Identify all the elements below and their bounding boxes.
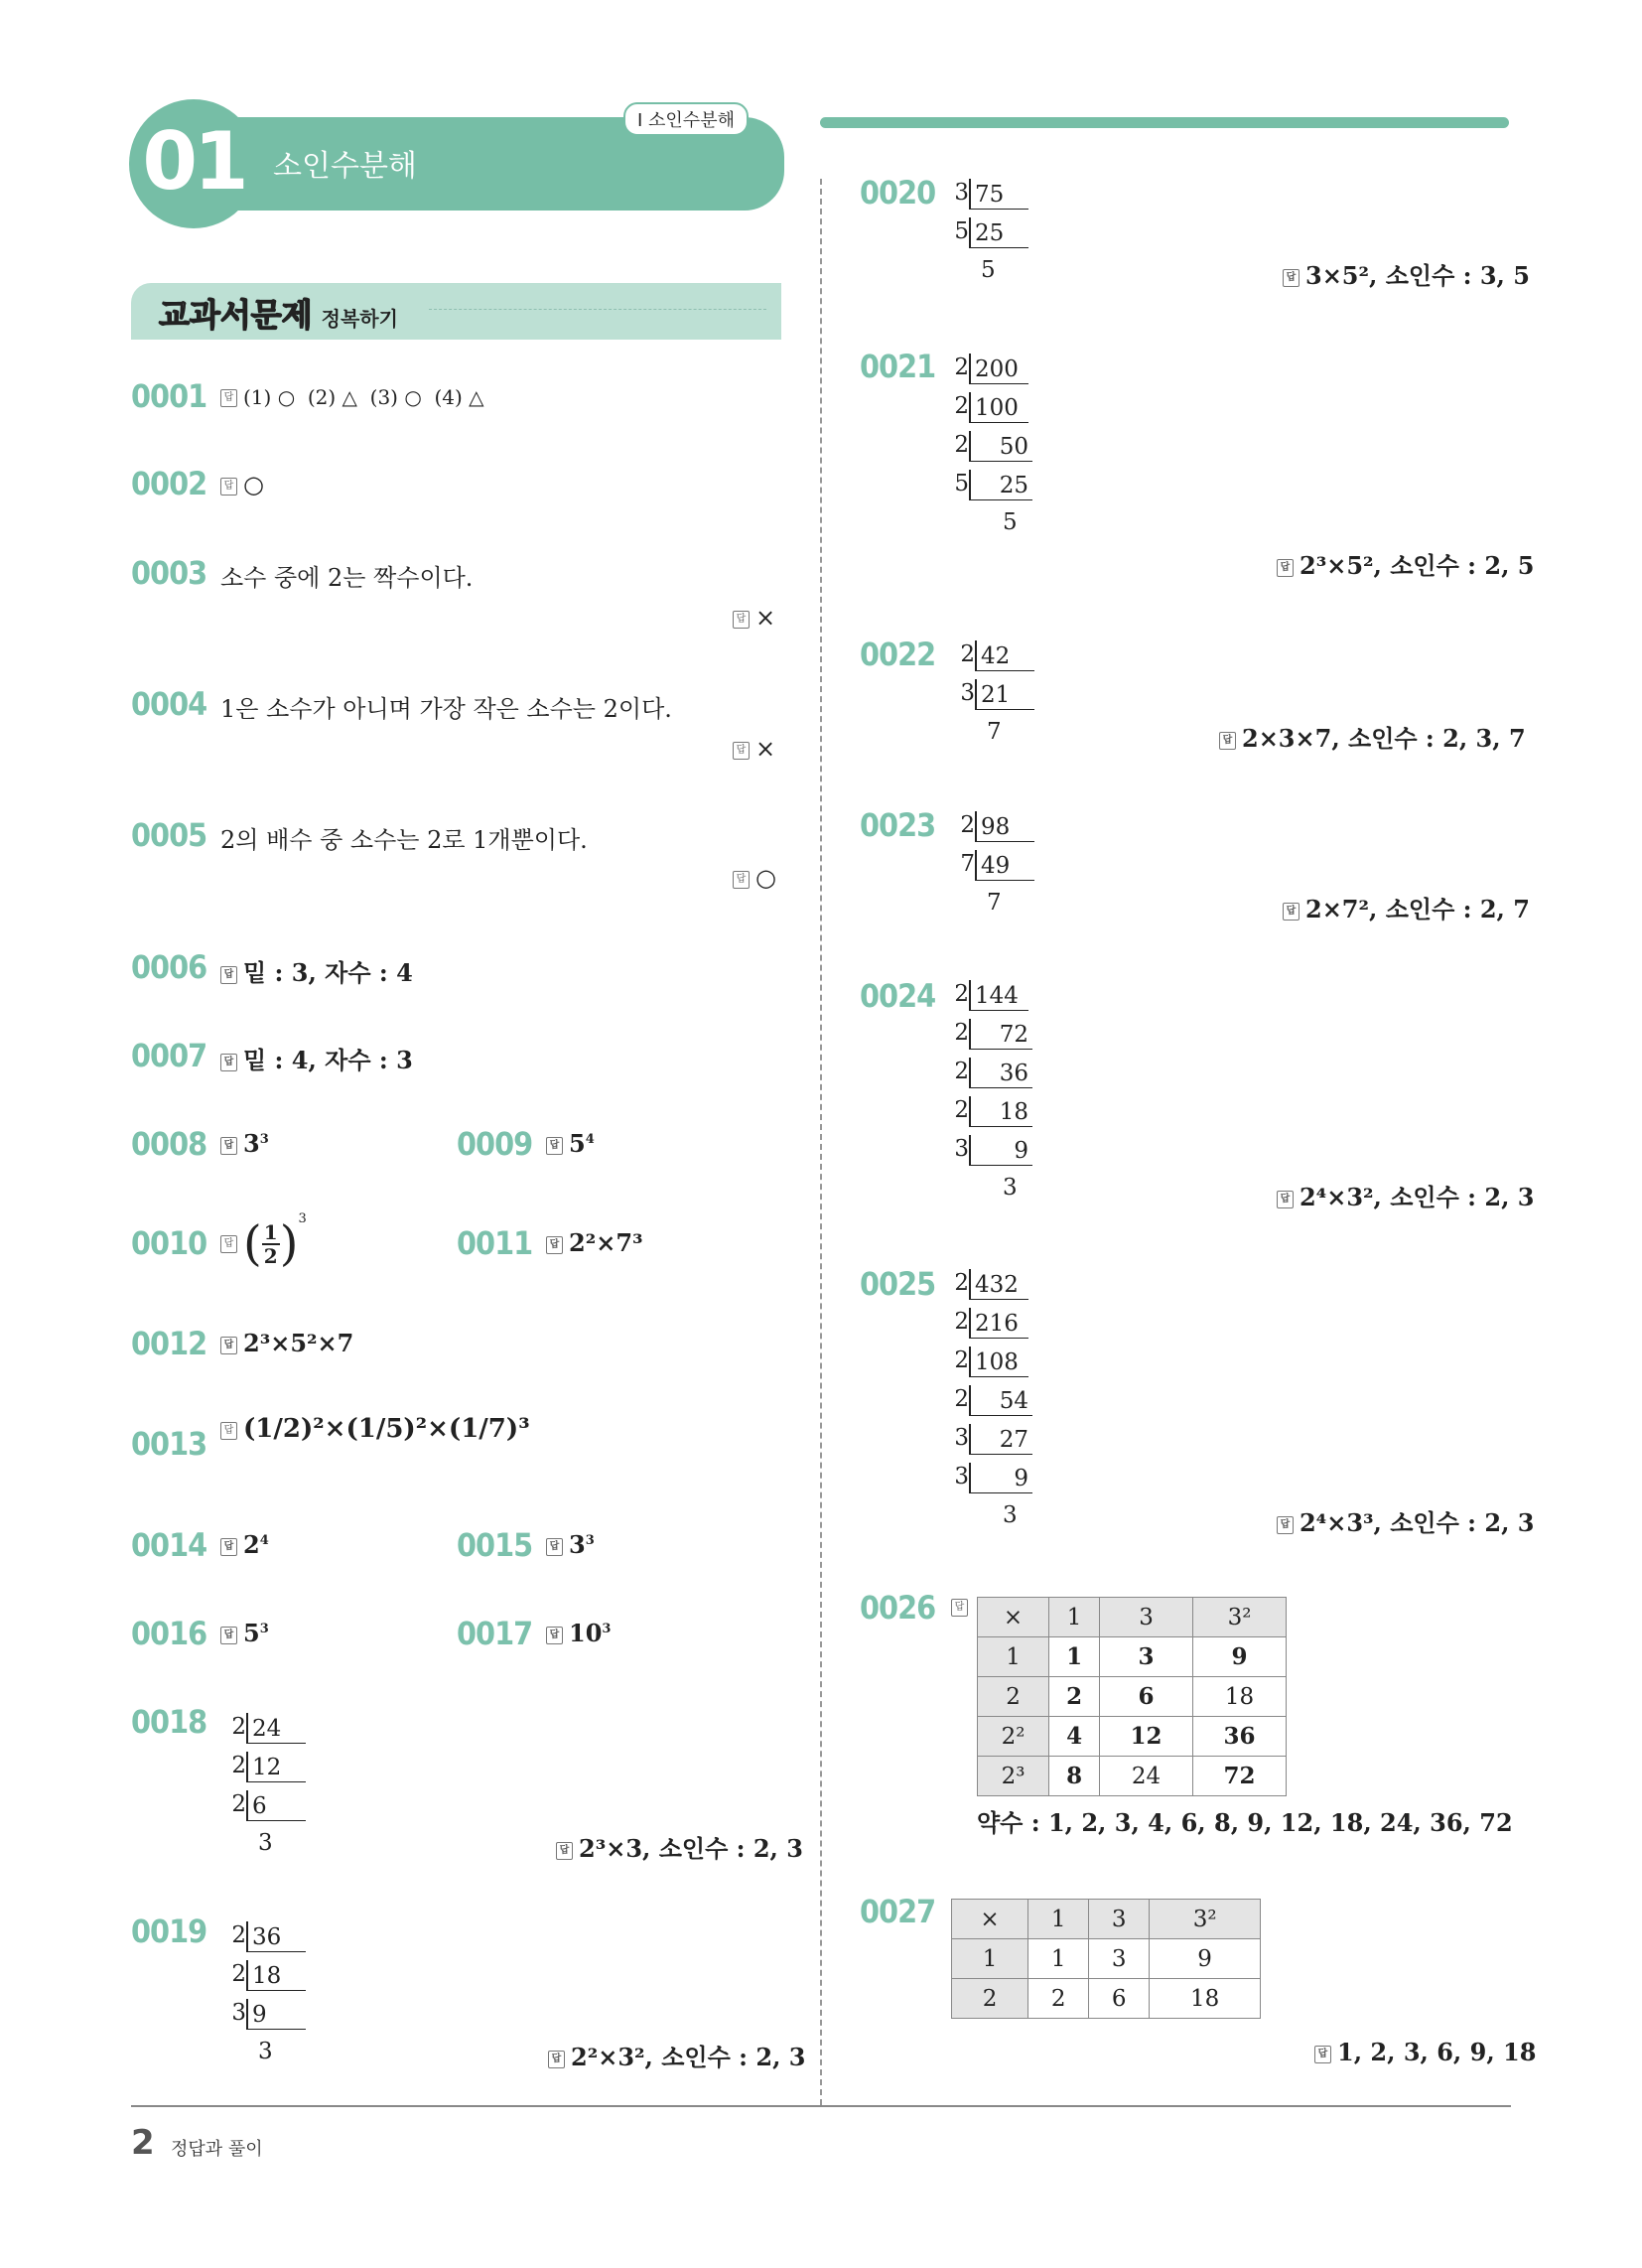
answer-icon: 답 [951, 1599, 968, 1617]
problem-number: 0015 [457, 1526, 533, 1564]
table-cell: 2 [1049, 1677, 1100, 1717]
answer-0006 [220, 953, 413, 988]
answer-0012 [220, 1329, 353, 1357]
division-step: 2 98 [957, 806, 1034, 845]
division-step: 7 49 [957, 845, 1034, 884]
answer-text: (1/2)²×(1/5)²×(1/7)³ [243, 1414, 530, 1444]
power-base: 10 [569, 1619, 603, 1647]
problem-number: 0009 [457, 1125, 533, 1163]
answer-text: 밑 : 4, 자수 : 3 [243, 1046, 413, 1074]
division-step: 3 9 [951, 1458, 1032, 1496]
footer-rule [131, 2105, 1511, 2107]
division-ladder [951, 349, 1032, 542]
answer-text: 1, 2, 3, 6, 9, 18 [1337, 2038, 1537, 2066]
answer-0024 [1277, 1178, 1534, 1212]
answer-icon: 답 [1283, 269, 1300, 287]
division-step: 2 42 [957, 636, 1034, 674]
answer-0017 [546, 1619, 611, 1647]
table-row [978, 1637, 1287, 1677]
table-cell: 1 [1028, 1939, 1089, 1979]
table-cell: 1 [978, 1637, 1049, 1677]
division-step: 2 216 [951, 1303, 1032, 1342]
table-cell: 1 [1049, 1598, 1100, 1637]
answer-0027 [1314, 2038, 1536, 2066]
answer-0005 [733, 864, 776, 892]
answer-icon: 답 [220, 1337, 237, 1354]
table-cell: × [952, 1900, 1028, 1939]
problem-text: 1은 소수가 아니며 가장 작은 소수는 2이다. [220, 695, 672, 723]
division-ladder [228, 1916, 306, 2071]
problem-number: 0019 [131, 1913, 207, 1950]
answer-0010: 답 ( $\frac{1}{2}$ )$^3$ [220, 1211, 307, 1268]
division-step: 2 36 [951, 1053, 1032, 1091]
table-row [978, 1598, 1287, 1637]
answer-0004 [733, 735, 775, 763]
division-quotient: 7 [987, 719, 1002, 745]
problem-number: 0004 [131, 685, 207, 723]
division-step: 2 108 [951, 1342, 1032, 1380]
problem-number: 0016 [131, 1615, 207, 1652]
divisor-table [951, 1899, 1261, 2019]
section-title-bold: 교과서문제 [159, 296, 313, 334]
answer-text: 2³×5², 소인수 : 2, 5 [1300, 551, 1535, 580]
problem-number: 0018 [131, 1703, 207, 1741]
table-cell: 4 [1049, 1717, 1100, 1757]
power-exponent: 4 [259, 1533, 269, 1548]
problem-number: 0025 [860, 1265, 936, 1303]
problem-number: 0011 [457, 1224, 533, 1262]
table-row [952, 1939, 1261, 1979]
answer-0019 [548, 2038, 805, 2072]
answer-0022 [1219, 719, 1526, 754]
division-ladder [228, 1708, 306, 1863]
answer-0013 [220, 1414, 530, 1444]
power-exponent: 3 [298, 1211, 307, 1226]
table-cell: 72 [1193, 1757, 1287, 1796]
answer-text: × [755, 735, 776, 763]
answer-text: 2×3×7, 소인수 : 2, 3, 7 [1242, 724, 1526, 753]
division-ladder [951, 1264, 1032, 1535]
division-ladder [957, 636, 1034, 752]
table-cell: 2² [978, 1717, 1049, 1757]
answer-text: ○ [755, 864, 776, 892]
table-row [978, 1677, 1287, 1717]
column-divider [820, 179, 822, 2105]
division-step: 3 9 [228, 1994, 306, 2033]
answer-0018 [556, 1829, 803, 1864]
answer-icon: 답 [1314, 2046, 1331, 2063]
answer-0002 [220, 471, 264, 498]
answer-0023 [1283, 890, 1530, 924]
power-base: 2 [243, 1530, 260, 1559]
table-cell: 8 [1049, 1757, 1100, 1796]
division-quotient: 3 [1003, 1175, 1018, 1201]
problem-number: 0022 [860, 636, 936, 673]
answer-0009 [546, 1129, 595, 1158]
section-title [159, 290, 398, 336]
division-step: 2 18 [228, 1955, 306, 1994]
answer-0008 [220, 1129, 269, 1158]
power-exponent: 3 [259, 1622, 269, 1636]
answer-icon: 답 [1277, 1191, 1294, 1208]
table-cell: 3 [1089, 1900, 1150, 1939]
answer-icon: 답 [220, 1235, 237, 1253]
division-quotient: 5 [981, 257, 996, 283]
table-cell: 6 [1089, 1979, 1150, 2019]
problem-number: 0024 [860, 977, 936, 1015]
answer-icon: 답 [1277, 559, 1294, 577]
division-step: 2 72 [951, 1014, 1032, 1053]
power-exponent: 3 [259, 1132, 269, 1147]
table-row [952, 1900, 1261, 1939]
problem-number: 0006 [131, 948, 207, 986]
answer-icon-0026 [951, 1597, 974, 1617]
answer-icon: 답 [220, 1137, 237, 1155]
answer-text: 2⁴×3³, 소인수 : 2, 3 [1300, 1508, 1535, 1537]
division-ladder [951, 174, 1028, 290]
power-base: 3 [569, 1530, 586, 1559]
table-cell: 6 [1100, 1677, 1193, 1717]
table-row [978, 1717, 1287, 1757]
answer-0014 [220, 1530, 269, 1559]
answer-0007 [220, 1041, 413, 1075]
division-step: 3 75 [951, 174, 1028, 213]
division-step: 2 432 [951, 1264, 1032, 1303]
table-cell: × [978, 1598, 1049, 1637]
answer-text: 2²×7³ [569, 1228, 643, 1257]
table-cell: 3 [1100, 1598, 1193, 1637]
power-base: 5 [243, 1619, 260, 1647]
numerator: 1 [263, 1219, 278, 1244]
divisors-list: 약수 : 1, 2, 3, 4, 6, 8, 9, 12, 18, 24, 36, 72 [977, 1808, 1513, 1837]
page-number: 2 [131, 2123, 155, 2163]
answer-0011 [546, 1228, 643, 1257]
division-step: 3 21 [957, 674, 1034, 713]
table-cell: 1 [1049, 1637, 1100, 1677]
answer-icon: 답 [556, 1842, 573, 1860]
chapter-number: 01 [142, 115, 245, 208]
divisor-table [977, 1597, 1287, 1796]
top-right-bar [820, 117, 1509, 128]
table-cell: 9 [1193, 1637, 1287, 1677]
answer-0020 [1283, 256, 1530, 291]
table-cell: 3 [1089, 1939, 1150, 1979]
answer-icon: 답 [546, 1538, 563, 1556]
power-exponent: 3 [602, 1622, 612, 1636]
division-step: 2 200 [951, 349, 1032, 387]
answer-text: × [755, 604, 776, 632]
division-ladder [951, 975, 1032, 1207]
problem-number: 0027 [860, 1893, 936, 1930]
table-cell: 12 [1100, 1717, 1193, 1757]
table-cell: 24 [1100, 1757, 1193, 1796]
table-cell: 3² [1193, 1598, 1287, 1637]
division-step: 2 12 [228, 1747, 306, 1785]
answer-icon: 답 [1219, 732, 1236, 750]
table-cell: 3² [1150, 1900, 1261, 1939]
problem-number: 0017 [457, 1615, 533, 1652]
answer-icon: 답 [220, 1627, 237, 1644]
answer-icon: 답 [733, 611, 750, 629]
problem-number: 0007 [131, 1037, 207, 1074]
answer-0025 [1277, 1503, 1534, 1538]
division-step: 5 25 [951, 213, 1028, 251]
answer-text: (1) ○ (2) △ (3) ○ (4) △ [243, 385, 484, 409]
problem-number: 0002 [131, 465, 207, 502]
answer-icon: 답 [548, 2051, 565, 2068]
answer-icon: 답 [546, 1137, 563, 1155]
division-quotient: 3 [1003, 1502, 1018, 1528]
division-step: 2 50 [951, 426, 1032, 465]
division-step: 5 25 [951, 465, 1032, 503]
division-step: 3 27 [951, 1419, 1032, 1458]
table-cell: 2 [1028, 1979, 1089, 2019]
table-cell: 9 [1150, 1939, 1261, 1979]
denominator: 2 [263, 1243, 278, 1268]
division-step: 3 9 [951, 1130, 1032, 1169]
answer-icon: 답 [733, 742, 750, 760]
problem-number: 0003 [131, 554, 207, 592]
division-ladder [957, 806, 1034, 922]
division-step: 2 36 [228, 1916, 306, 1955]
answer-0003 [733, 604, 775, 632]
problem-number: 0021 [860, 348, 936, 385]
section-banner-dashes [429, 309, 766, 310]
answer-icon: 답 [220, 966, 237, 984]
answer-0001 [220, 382, 484, 410]
division-step: 2 54 [951, 1380, 1032, 1419]
answer-0016 [220, 1619, 269, 1647]
footer-label: 정답과 풀이 [171, 2139, 263, 2160]
answer-0015 [546, 1530, 595, 1559]
answer-text: 2³×5²×7 [243, 1329, 354, 1357]
answer-icon: 답 [733, 871, 750, 889]
answer-0021 [1277, 546, 1534, 581]
table-cell: 36 [1193, 1717, 1287, 1757]
chapter-tag: I 소인수분해 [623, 102, 749, 136]
division-quotient: 3 [258, 2039, 273, 2064]
problem-number: 0026 [860, 1589, 936, 1627]
problem-text: 2의 배수 중 소수는 2로 1개뿐이다. [220, 826, 588, 854]
answer-icon: 답 [220, 478, 237, 496]
power-exponent: 3 [585, 1533, 595, 1548]
answer-text: 2³×3, 소인수 : 2, 3 [579, 1834, 803, 1863]
table-cell: 2³ [978, 1757, 1049, 1796]
answer-icon: 답 [220, 1054, 237, 1071]
problem-number: 0008 [131, 1125, 207, 1163]
power-exponent: 4 [585, 1132, 595, 1147]
answer-icon: 답 [546, 1627, 563, 1644]
table-cell: 18 [1193, 1677, 1287, 1717]
answer-icon: 답 [220, 1422, 237, 1440]
problem-number: 0020 [860, 174, 936, 212]
answer-icon: 답 [220, 1538, 237, 1556]
division-step: 2 100 [951, 387, 1032, 426]
problem-number: 0010 [131, 1224, 207, 1262]
answer-text: 2²×3², 소인수 : 2, 3 [571, 2043, 806, 2071]
table-cell: 18 [1150, 1979, 1261, 2019]
table-cell: 2 [952, 1979, 1028, 2019]
problem-number: 0001 [131, 377, 207, 415]
division-quotient: 3 [258, 1830, 273, 1856]
division-quotient: 5 [1003, 509, 1018, 535]
section-title-rest: 정복하기 [321, 307, 398, 331]
answer-text: 3×5², 소인수 : 3, 5 [1305, 261, 1530, 290]
power-base: 3 [243, 1129, 260, 1158]
problem-number: 0012 [131, 1325, 207, 1362]
answer-text: 2⁴×3², 소인수 : 2, 3 [1300, 1183, 1535, 1211]
table-cell: 2 [978, 1677, 1049, 1717]
problem-text: 소수 중에 2는 짝수이다. [220, 564, 474, 592]
fraction [262, 1221, 280, 1267]
answer-text: 2×7², 소인수 : 2, 7 [1305, 895, 1530, 923]
answer-text: 밑 : 3, 자수 : 4 [243, 958, 413, 987]
division-quotient: 7 [987, 890, 1002, 916]
power-base: 5 [569, 1129, 586, 1158]
answer-icon: 답 [1283, 903, 1300, 921]
division-step: 2 24 [228, 1708, 306, 1747]
answer-icon: 답 [1277, 1516, 1294, 1534]
problem-number: 0005 [131, 816, 207, 854]
answer-icon: 답 [546, 1236, 563, 1254]
table-cell: 1 [1028, 1900, 1089, 1939]
division-step: 2 18 [951, 1091, 1032, 1130]
chapter-title: 소인수분해 [273, 149, 417, 184]
problem-number: 0013 [131, 1425, 207, 1463]
division-step: 2 6 [228, 1785, 306, 1824]
table-cell: 1 [952, 1939, 1028, 1979]
answer-icon: 답 [220, 389, 237, 407]
division-step: 2 144 [951, 975, 1032, 1014]
answer-text: ○ [243, 471, 264, 498]
table-cell: 3 [1100, 1637, 1193, 1677]
table-row [978, 1757, 1287, 1796]
problem-number: 0023 [860, 806, 936, 844]
problem-number: 0014 [131, 1526, 207, 1564]
table-row [952, 1979, 1261, 2019]
